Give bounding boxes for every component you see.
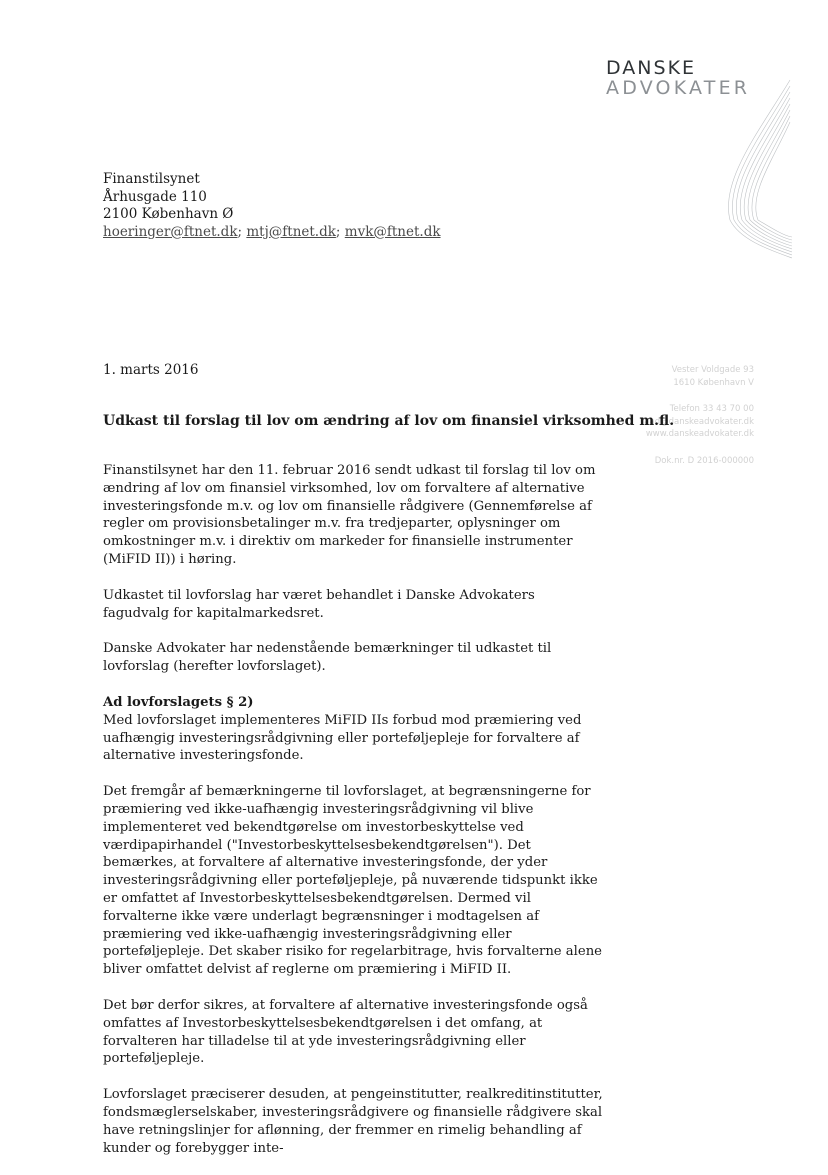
email-separator: ; xyxy=(335,223,345,240)
paragraph-3: Danske Advokater har nedenstående bemærkninger til udkastet til lovforslag (herefter lovforslaget). xyxy=(103,641,552,675)
recipient-street: Århusgade 110 xyxy=(103,188,207,205)
letter-subject: Udkast til forslag til lov om ændring af lov om finansiel virksomhed m.fl. xyxy=(103,413,675,429)
paragraph-7: Lovforslaget præciserer desuden, at pengeinstitutter, realkreditinstitutter, fondsmæglerselskaber, investeringsrådgivere og finansielle rådgivere skal have retningslinjer for aflønning, der fremmer en rimelig behandling af kunder og forebygger inte- xyxy=(103,1087,603,1156)
sender-phone: Telefon 33 43 70 00 xyxy=(669,404,754,414)
email-link-hoeringer[interactable]: hoeringer@ftnet.dk xyxy=(103,223,238,240)
letter-date: 1. marts 2016 xyxy=(103,362,199,378)
section-heading: Ad lovforslagets § 2) xyxy=(103,694,254,710)
paragraph-1: Finanstilsynet har den 11. februar 2016 sendt udkast til forslag til lov om ændring af lov om finansiel virksomhed, lov om forvaltere af alternative investeringsfonde m.v. og lov om finansielle rådgivere (Gennemførelse af regler om provisionsbetalinger m.v. fra tredjeparter, oplysninger om omkostninger m.v. i direktiv om markeder for finansielle instrumenter (MiFID II)) i høring. xyxy=(103,463,596,567)
email-link-mtj[interactable]: mtj@ftnet.dk xyxy=(246,223,336,240)
paragraph-2: Udkastet til lovforslag har været behandlet i Danske Advokaters fagudvalg for kapitalmarkedsret. xyxy=(103,587,535,621)
logo-line2: ADVOKATER xyxy=(606,77,751,99)
paragraph-4: Med lovforslaget implementeres MiFID IIs forbud mod præmiering ved uafhængig investeringsrådgivning eller porteføljepleje for forvaltere af alternative investeringsfonde. xyxy=(103,712,582,764)
recipient-address xyxy=(103,171,441,241)
recipient-name: Finanstilsynet xyxy=(103,171,200,187)
paragraph-5: Det fremgår af bemærkningerne til lovforslaget, at begrænsningerne for præmiering ved ikke-uafhængig investeringsrådgivning vil blive implementeret ved bekendtgørelse om investorbeskyttelse ved værdipapirhandel ("Investorbeskyttelsesbekendtgørelsen"). Det bemærkes, at forvaltere af alternative investeringsfonde, der yder investeringsrådgivning eller porteføljepleje, på nuværende tidspunkt ikke er omfattet af Investorbeskyttelsesbekendtgørelsen. Dermed vil forvalterne ikke være underlagt begrænsninger i modtagelsen af præmiering ved ikke-uafhængig investeringsrådgivning eller porteføljepleje. Det skaber risiko for regelarbitrage, hvis forvalterne alene bliver omfattet delvist af reglerne om præmiering i MiFID II. xyxy=(103,784,602,978)
email-separator: ; xyxy=(237,223,247,240)
recipient-city: 2100 København Ø xyxy=(103,206,234,222)
sender-web: www.danskeadvokater.dk xyxy=(645,429,754,439)
email-link-mvk[interactable]: mvk@ftnet.dk xyxy=(344,223,441,240)
recipient-emails xyxy=(103,224,441,242)
sender-address-line2: 1610 København V xyxy=(673,377,754,388)
paragraph-6: Det bør derfor sikres, at forvaltere af alternative investeringsfonde også omfattes af Investorbeskyttelsesbekendtgørelsen i det omfang, at forvalteren har tilladelse til at yde investeringsrådgivning eller porteføljepleje. xyxy=(103,997,588,1067)
letter-body xyxy=(103,462,603,1175)
sender-address-line1: Vester Voldgade 93 xyxy=(671,365,754,375)
swoosh-graphic-icon xyxy=(700,70,792,260)
logo-line1: DANSKE xyxy=(606,57,697,79)
sender-doc-number: Dok.nr. D 2016-000000 xyxy=(654,455,754,466)
sender-email: raad@danskeadvokater.dk xyxy=(640,416,754,427)
